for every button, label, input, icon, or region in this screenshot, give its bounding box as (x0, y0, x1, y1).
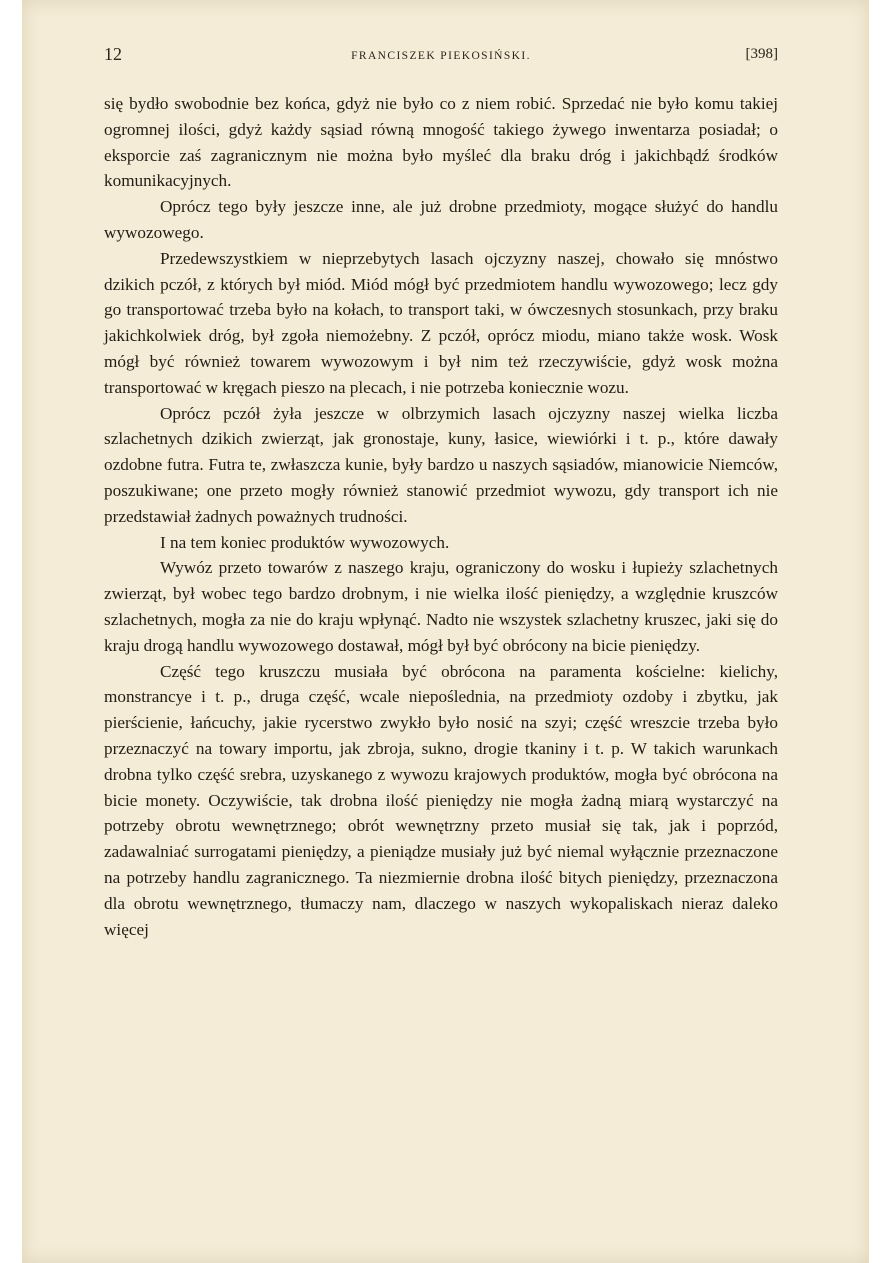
paragraph-6: Wywóz przeto towarów z naszego kraju, ograniczony do wosku i łupieży szlachetnych zwierząt, był wobec tego bardzo drobnym, i nie wielka ilość pieniędzy, a względnie kruszców szlachetnych, mogła za nie do kraju wpłynąć. Nadto nie wszystek szlachetny kruszec, jaki się do kraju drogą handlu wywozowego dostawał, mógł był być obrócony na bicie pieniędzy. (104, 558, 778, 655)
page-number: 12 (104, 44, 122, 64)
paragraph-4: Oprócz pczół żyła jeszcze w olbrzymich lasach ojczyzny naszej wielka liczba szlachetnych dzikich zwierząt, jak gronostaje, kuny, łasice, wiewiórki i t. p., które dawały ozdobne futra. Futra te, zwłaszcza kunie, były bardzo u naszych sąsiadów, mianowicie Niemców, poszukiwane; one przeto mogły również stanowić przedmiot wywozu, gdy transport ich nie przedstawiał żadnych poważnych trudności. (104, 403, 778, 526)
paragraph-7: Część tego kruszczu musiała być obrócona na paramenta kościelne: kielichy, monstrancye i t. p., druga część, wcale niepoślednia, na przedmioty ozdoby i zbytku, jak pierścienie, łańcuchy, jakie rycerstwo zwykło było nosić na szyi; część wreszcie trzeba było przeznaczyć na towary importu, jak zbroja, sukno, drogie tkaniny i t. p. W takich warunkach drobna tylko część srebra, uzyskanego z wywozu krajowych produktów, mogła być obrócona na bicie monety. Oczywiście, tak drobna ilość pieniędzy nie mogła żadną miarą wystarczyć na potrzeby obrotu wewnętrznego; obrót wewnętrzny przeto musiał się tak, jak i poprzód, zadawalniać surrogatami pieniędzy, a pieniądze musiały już być niemal wyłącznie przeznaczone na potrzeby handlu zagranicznego. Ta niezmiernie drobna ilość bitych pieniędzy, przeznaczona dla obrotu wewnętrznego, tłumaczy nam, dlaczego w naszych wykopaliskach nieraz daleko więcej (104, 661, 778, 939)
scan-margin-left (0, 0, 22, 1263)
paragraph-1: się bydło swobodnie bez końca, gdyż nie było co z niem robić. Sprzedać nie było komu takiej ogromnej ilości, gdyż każdy sąsiad równą mnogość takiego żywego inwentarza posiadał; o eksporcie zaś zagranicznym nie można było myśleć dla braku dróg i jakichbądź środków komunikacyjnych. (104, 94, 778, 191)
folio-reference: [398] (745, 46, 778, 62)
page-header (104, 44, 778, 74)
paragraph-2: Oprócz tego były jeszcze inne, ale już drobne przedmioty, mogące służyć do handlu wywozowego. (104, 197, 778, 242)
body-text (104, 91, 778, 942)
paragraph-5: I na tem koniec produktów wywozowych. (160, 532, 450, 552)
paragraph-3: Przedewszystkiem w nieprzebytych lasach ojczyzny naszej, chowało się mnóstwo dzikich pczół, z których był miód. Miód mógł być przedmiotem handlu wywozowego; lecz gdy go transportować trzeba było na kołach, to transport taki, w ówczesnych stosunkach, przy braku jakichkolwiek dróg, był zgoła niemożebny. Z pczół, oprócz miodu, miano także wosk. Wosk mógł być również towarem wywozowym i był nim też rzeczywiście, gdyż wosk można transportować w kręgach pieszo na plecach, i nie potrzeba koniecznie wozu. (104, 248, 778, 397)
running-head: FRANCISZEK PIEKOSIŃSKI. (351, 50, 531, 62)
scan-margin-right (869, 0, 893, 1263)
